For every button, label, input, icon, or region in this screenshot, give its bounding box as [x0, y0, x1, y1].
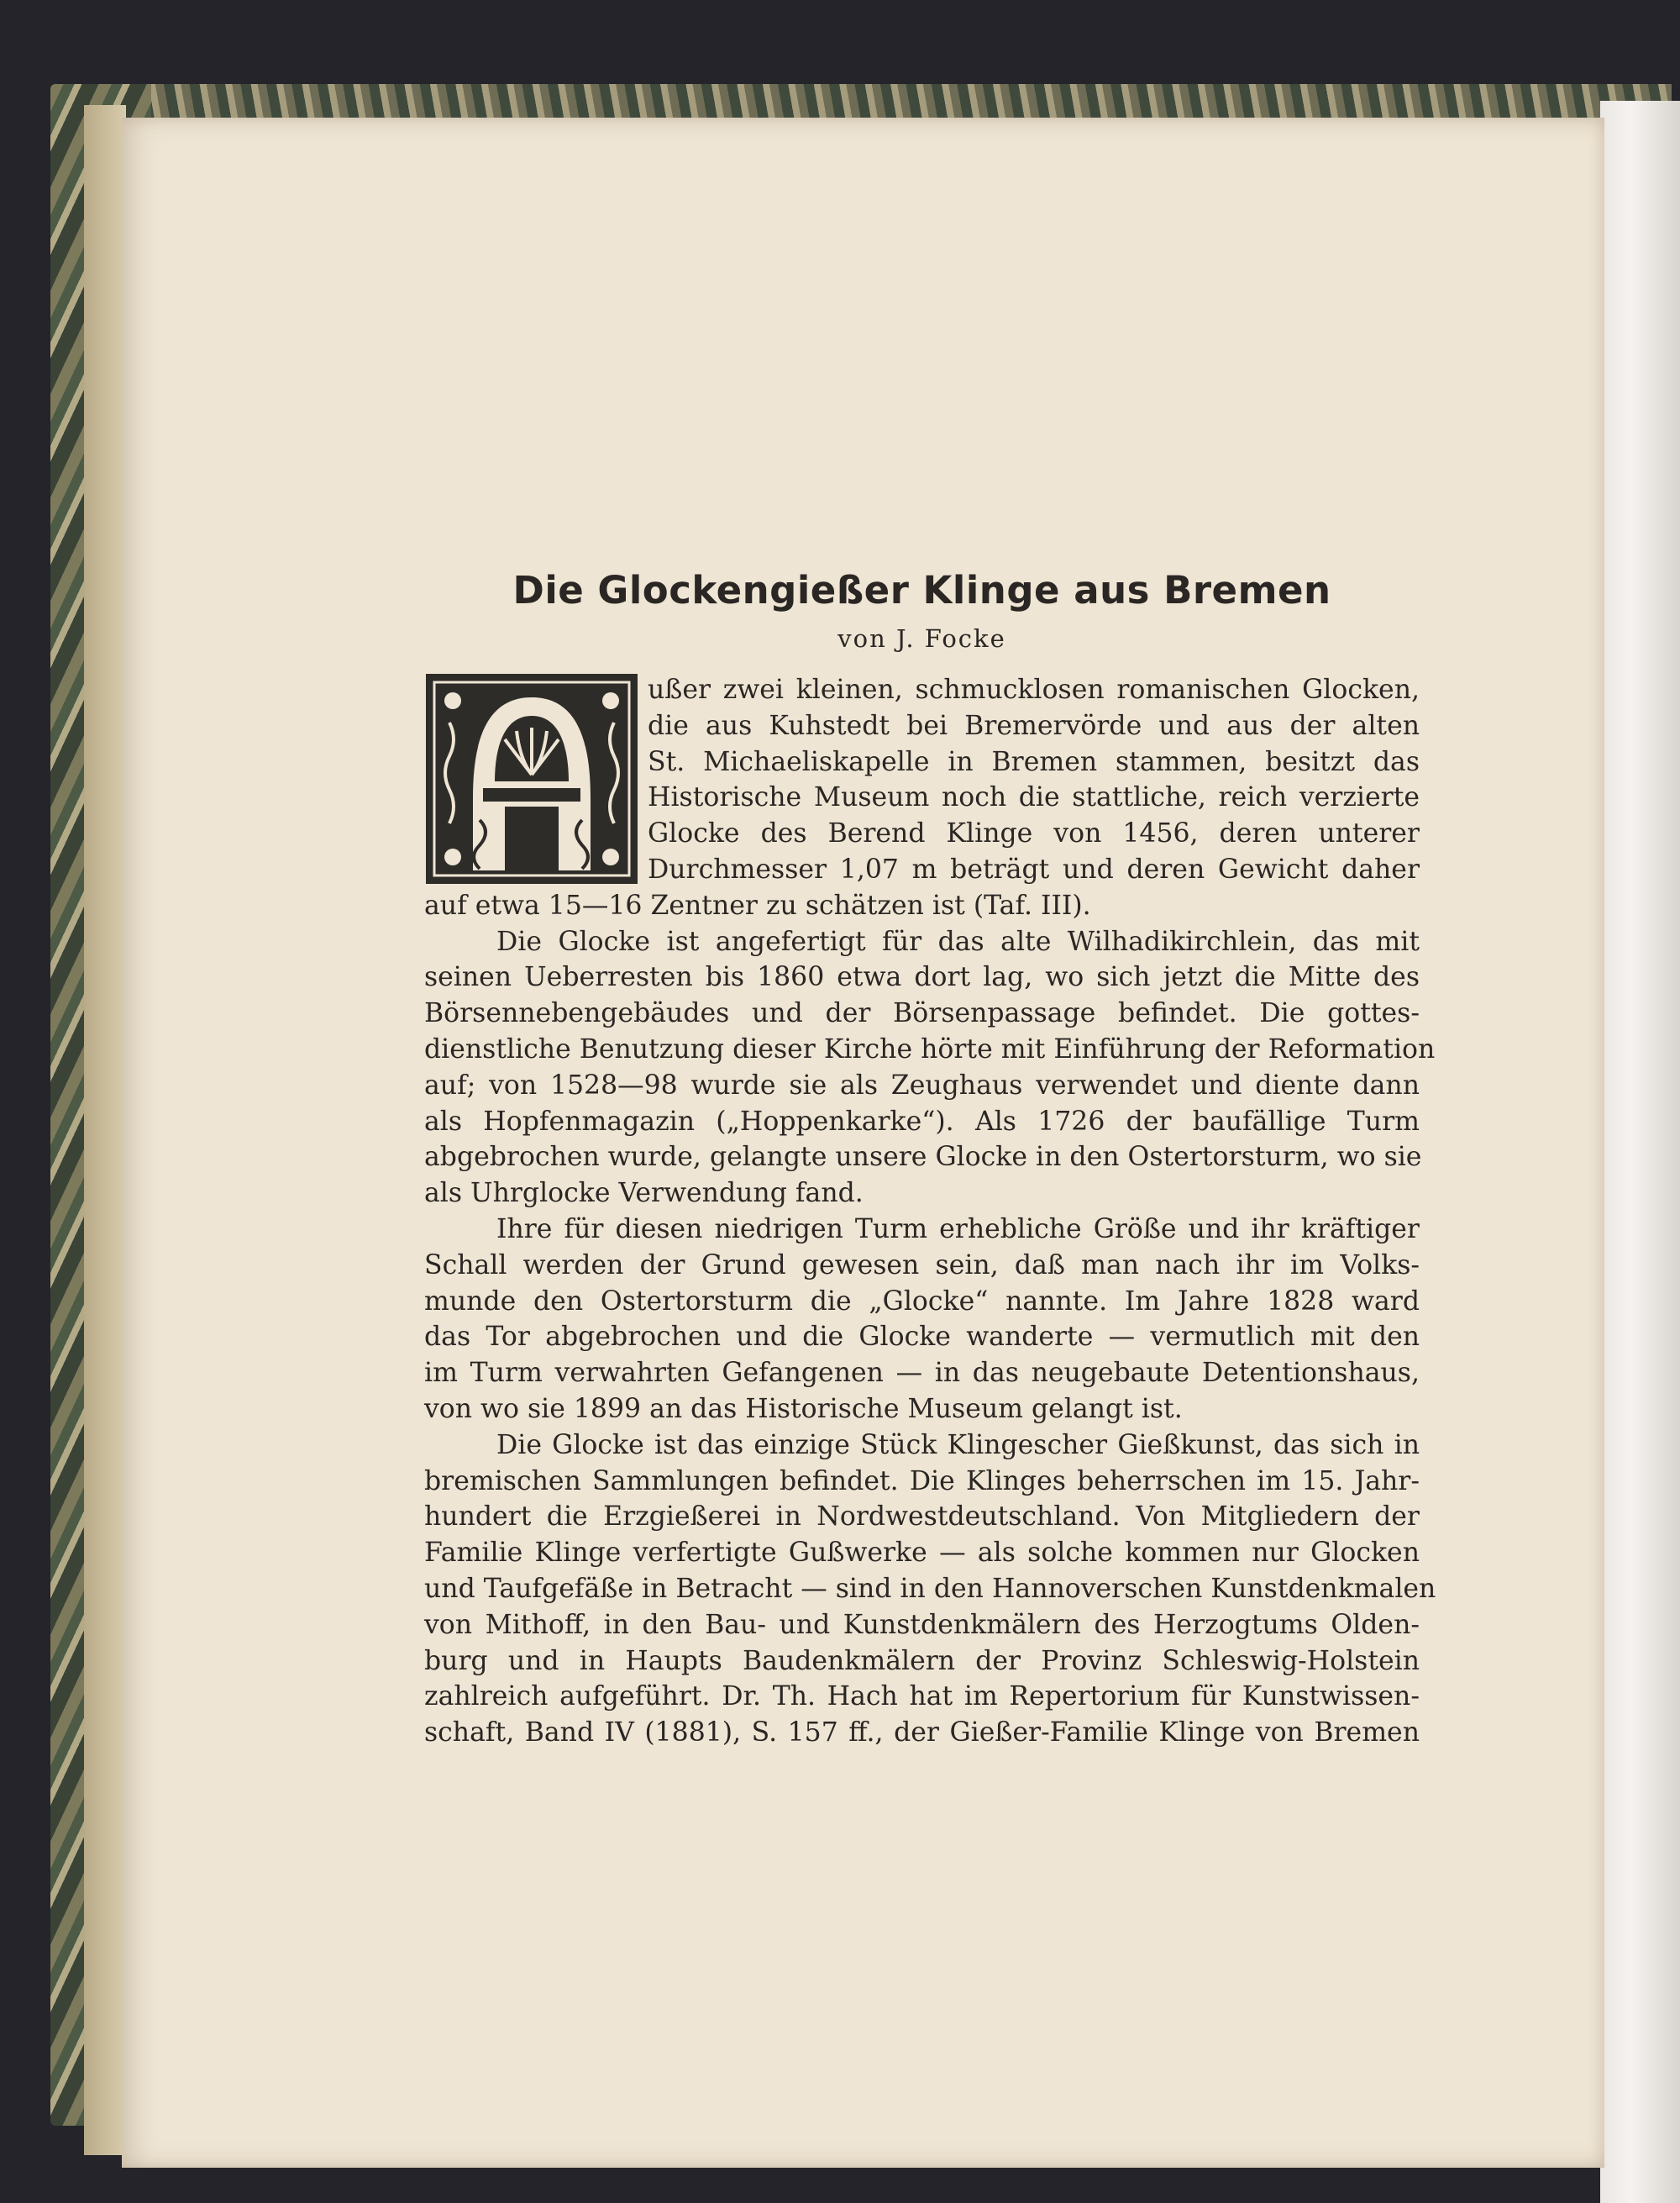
text-line: Die Glocke ist angefertigt für das alte Wilhadikirchlein, das mit	[496, 926, 1420, 957]
text-line: auf etwa 15—16 Zentner zu schätzen ist (Taf. III).	[424, 890, 1091, 921]
text-line: von wo sie 1899 an das Historische Museum gelangt ist.	[424, 1393, 1183, 1424]
book-cover-top-edge	[59, 84, 1672, 118]
text-line: als Uhrglocke Verwendung fand.	[424, 1178, 864, 1209]
text-line: Ihre für diesen niedrigen Turm erhebliche Größe und ihr kräftiger	[496, 1213, 1420, 1244]
text-line: Historische Museum noch die stattliche, reich verzierte	[648, 782, 1420, 813]
text-line: und Taufgefäße in Betracht — sind in den Hannoverschen Kunstdenkmalen	[424, 1573, 1436, 1604]
ornamental-initial-a	[424, 672, 639, 886]
text-line: Durchmesser 1,07 m beträgt und deren Gewicht daher	[648, 854, 1420, 885]
facing-page-edge	[1600, 101, 1680, 2203]
text-line: hundert die Erzgießerei in Nordwestdeutschland. Von Mitgliedern der	[424, 1501, 1420, 1533]
paragraph-2	[424, 924, 1436, 1212]
text-line: abgebrochen wurde, gelangte unsere Glocke in den Ostertorsturm, wo sie	[424, 1142, 1422, 1173]
text-line: von Mithoff, in den Bau- und Kunstdenkmälern des Herzogtums Olden-	[424, 1609, 1420, 1640]
text-line: Familie Klinge verfertigte Gußwerke — als solche kommen nur Glocken	[424, 1538, 1420, 1569]
text-line: St. Michaeliskapelle in Bremen stammen, besitzt das	[648, 746, 1420, 777]
text-line: schaft, Band IV (1881), S. 157 ff., der Gießer-Familie Klinge von Bremen	[424, 1717, 1420, 1748]
text-line: als Hopfenmagazin („Hoppenkarke“). Als 1726 der baufällige Turm	[424, 1106, 1420, 1137]
text-line: burg und in Haupts Baudenkmälern der Provinz Schleswig-Holstein	[424, 1645, 1420, 1676]
paragraph-1	[424, 672, 1420, 924]
paragraph-4	[424, 1427, 1436, 1751]
text-line: Glocke des Berend Klinge von 1456, deren unterer	[648, 818, 1420, 849]
text-line: Die Glocke ist das einzige Stück Klingescher Gießkunst, das sich in	[496, 1429, 1420, 1460]
article-title: Die Glockengießer Klinge aus Bremen	[512, 568, 1331, 613]
paragraph-3	[424, 1212, 1420, 1427]
text-line: ußer zwei kleinen, schmucklosen romanischen Glocken,	[648, 675, 1420, 705]
text-line: Schall werden der Grund gewesen sein, daß man nach ihr im Volks-	[424, 1249, 1420, 1280]
text-line: die aus Kuhstedt bei Bremervörde und aus der alten	[648, 710, 1420, 741]
article	[424, 563, 1436, 1751]
text-line: munde den Ostertorsturm die „Glocke“ nannte. Im Jahre 1828 ward	[424, 1286, 1420, 1317]
text-line: dienstliche Benutzung dieser Kirche hörte mit Einführung der Reformation	[424, 1033, 1436, 1065]
article-byline: von J. Focke	[837, 624, 1006, 653]
text-line: Börsennebengebäudes und der Börsenpassage befindet. Die gottes-	[424, 998, 1420, 1029]
text-line: auf; von 1528—98 wurde sie als Zeughaus verwendet und diente dann	[424, 1070, 1420, 1101]
text-line: das Tor abgebrochen und die Glocke wanderte — vermutlich mit den	[424, 1322, 1420, 1353]
text-line: zahlreich aufgeführt. Dr. Th. Hach hat im Repertorium für Kunstwissen-	[424, 1681, 1420, 1712]
page-stack-edge	[84, 105, 126, 2155]
text-line: seinen Ueberresten bis 1860 etwa dort lag, wo sich jetzt die Mitte des	[424, 962, 1420, 993]
text-line: im Turm verwahrten Gefangenen — in das neugebaute Detentionshaus,	[424, 1358, 1420, 1389]
text-line: bremischen Sammlungen befindet. Die Klinges beherrschen im 15. Jahr-	[424, 1465, 1420, 1496]
